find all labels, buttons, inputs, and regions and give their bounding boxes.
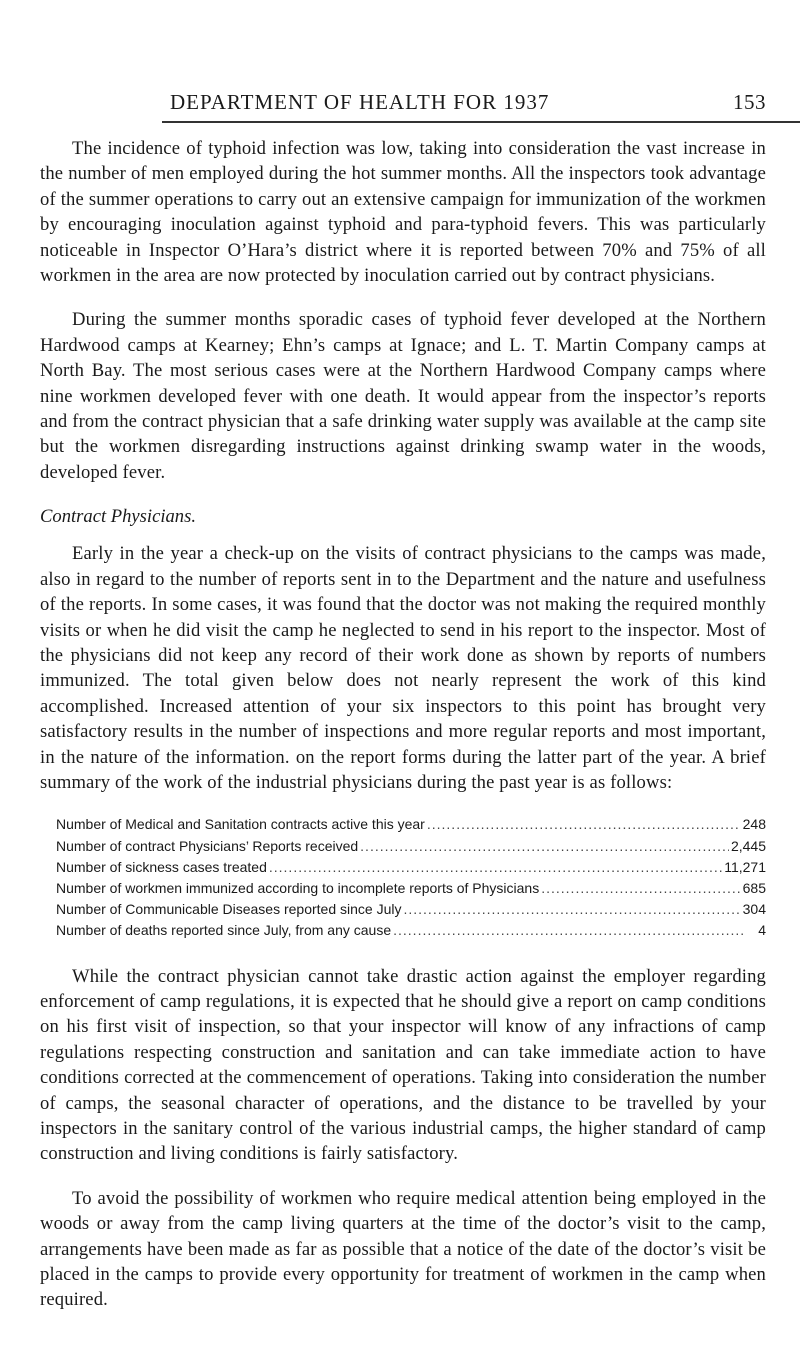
summary-row	[56, 920, 766, 941]
summary-value: 11,271	[724, 858, 766, 875]
summary-list	[40, 814, 766, 941]
summary-value: 2,445	[730, 837, 766, 854]
summary-label: Number of Medical and Sanitation contracts active this year	[56, 816, 425, 833]
paragraph-sporadic-cases: During the summer months sporadic cases of typhoid fever developed at the Northern Hardwood camps at Kearney; Ehn’s camps at Ignace; and L. T. Martin Company camps at North Bay. The most serious cases were at the Northern Hardwood Company camps where nine workmen developed fever with one death. It would appear from the inspector’s reports and from the contract physician that a safe drinking water supply was available at the camp site but the workmen disregarding instructions against drinking swamp water in the woods, developed fever.	[40, 309, 766, 483]
dot-leader	[427, 814, 741, 835]
page-number: 153	[733, 90, 766, 114]
paragraph-typhoid-incidence: The incidence of typhoid infection was low, taking into consideration the vast increase in the number of men employed during the hot summer months. All the inspectors took advantage of the summer operations to carry out an extensive campaign for immunization of the workmen by encouraging inoculation against typhoid and para-typhoid fevers. This was particularly noticeable in Inspector O’Hara’s district where it is reported between 70% and 75% of all workmen in the area are now protected by inoculation carried out by contract physicians.	[40, 138, 766, 287]
summary-row	[56, 899, 766, 920]
summary-label: Number of deaths reported since July, from any cause	[56, 922, 392, 939]
summary-value: 685	[742, 879, 766, 896]
paragraph-contract-physician-action: While the contract physician cannot take drastic action against the employer regarding enforcement of camp regulations, it is expected that he should give a report on camp conditions on his first visit of inspection, so that your inspector will know of any infractions of camp regulations respecting construction and sanitation and can take immediate action to have conditions corrected at the commencement of operations. Taking into consideration the number of camps, the seasonal character of operations, and the distance to be travelled by your inspectors in the sanitary control of the various industrial camps, the higher standard of camp construction and living conditions is fairly satisfactory.	[40, 965, 766, 1165]
summary-value: 304	[742, 901, 766, 918]
summary-value: 4	[758, 922, 766, 939]
header-rule	[162, 121, 800, 123]
summary-row	[56, 814, 766, 835]
summary-label: Number of workmen immunized according to incomplete reports of Physicians	[56, 879, 540, 896]
summary-row	[56, 857, 766, 878]
page-header	[40, 90, 766, 124]
body-text	[40, 136, 766, 1332]
dot-leader	[403, 899, 740, 920]
summary-label: Number of sickness cases treated	[56, 858, 267, 875]
dot-leader	[360, 836, 729, 857]
header-title: DEPARTMENT OF HEALTH FOR 1937	[170, 90, 550, 114]
paragraph-doctor-visits: To avoid the possibility of workmen who require medical attention being employed in the woods or away from the camp living quarters at the time of the doctor’s visit to the camp, arrangements have been made as far as possible that a notice of the date of the doctor’s visit be placed in the camps to provide every opportunity for treatment of workmen in the camp when required.	[40, 1187, 766, 1311]
dot-leader	[541, 878, 740, 899]
dot-leader	[393, 920, 744, 941]
dot-leader	[269, 857, 722, 878]
section-heading: Contract Physicians.	[40, 506, 196, 528]
summary-row	[56, 836, 766, 857]
summary-label: Number of contract Physicians’ Reports received	[56, 837, 359, 854]
summary-value: 248	[742, 816, 766, 833]
summary-row	[56, 878, 766, 899]
summary-label: Number of Communicable Diseases reported since July	[56, 901, 402, 918]
paragraph-check-up: Early in the year a check-up on the visits of contract physicians to the camps was made, also in regard to the number of reports sent in to the Department and the nature and usefulness of the reports. In some cases, it was found that the doctor was not making the required monthly visits or when he did visit the camp he neglected to send in his report to the inspector. Most of the physicians did not keep any record of their work done as shown by reports of numbers immunized. The total given below does not nearly represent the work of this kind accomplished. Increased attention of your six inspectors to this point has brought very satisfactory results in the number of inspections and more regular reports and most important, in the nature of the information. on the report forms during the latter part of the year. A brief summary of the work of the industrial physicians during the past year is as follows:	[40, 543, 766, 793]
